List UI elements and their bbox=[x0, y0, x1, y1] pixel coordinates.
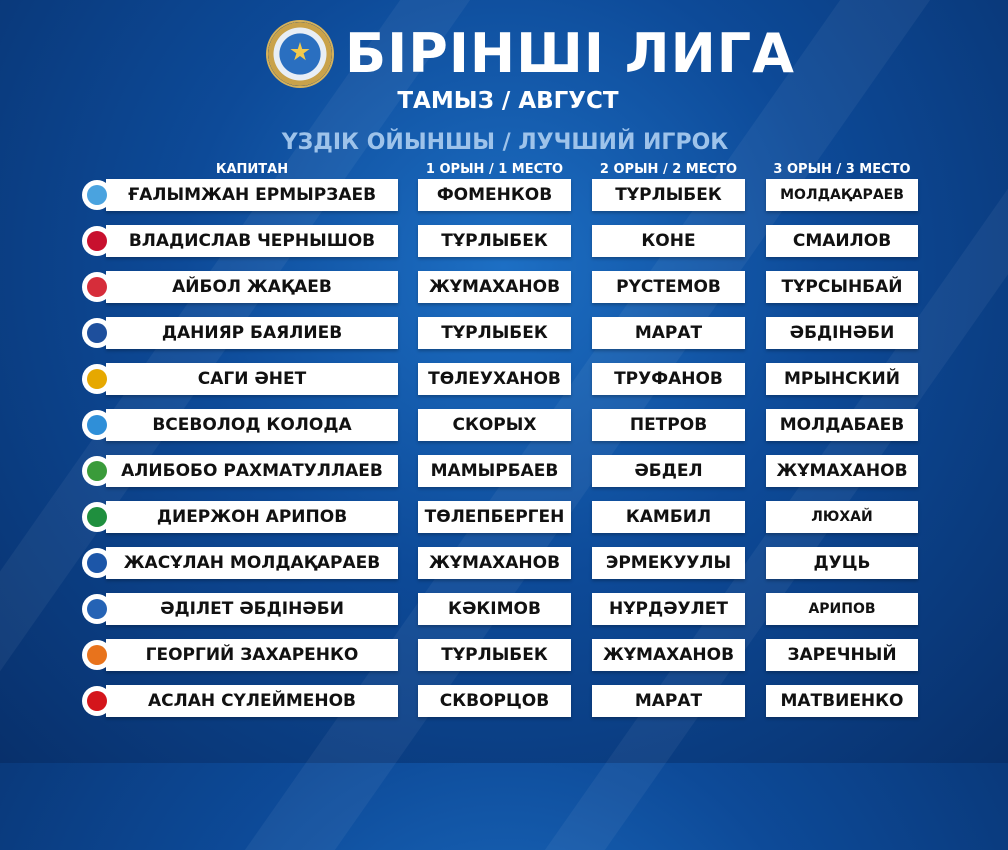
captain-cell: АЙБОЛ ЖАҚАЕВ bbox=[106, 271, 398, 303]
second-place-cell: ПЕТРОВ bbox=[592, 409, 745, 441]
first-place-cell: ТҰРЛЫБЕК bbox=[418, 639, 571, 671]
club-crest-icon bbox=[87, 231, 107, 251]
table-row bbox=[0, 271, 1008, 303]
table-row bbox=[0, 363, 1008, 395]
column-header-third: 3 ОРЫН / 3 МЕСТО bbox=[773, 162, 911, 177]
third-place-cell: ЖҰМАХАНОВ bbox=[766, 455, 918, 487]
column-header-first: 1 ОРЫН / 1 МЕСТО bbox=[425, 162, 564, 177]
club-badge-icon bbox=[82, 318, 112, 348]
club-badge-icon bbox=[82, 226, 112, 256]
first-place-cell: ФОМЕНКОВ bbox=[418, 179, 571, 211]
table-row bbox=[0, 317, 1008, 349]
club-badge-icon bbox=[82, 456, 112, 486]
club-badge-icon bbox=[82, 640, 112, 670]
club-crest-icon bbox=[87, 185, 107, 205]
club-badge-icon bbox=[82, 272, 112, 302]
page-title: БІРІНШІ ЛИГА bbox=[345, 22, 795, 85]
club-crest-icon bbox=[87, 553, 107, 573]
third-place-cell: СМАИЛОВ bbox=[766, 225, 918, 257]
second-place-cell: КАМБИЛ bbox=[592, 501, 745, 533]
captain-cell: САГИ ӘНЕТ bbox=[106, 363, 398, 395]
club-badge-icon bbox=[82, 180, 112, 210]
first-place-cell: ЖҰМАХАНОВ bbox=[418, 271, 571, 303]
club-crest-icon bbox=[87, 277, 107, 297]
first-place-cell: МАМЫРБАЕВ bbox=[418, 455, 571, 487]
first-place-cell: КӘКІМОВ bbox=[418, 593, 571, 625]
third-place-cell: МАТВИЕНКО bbox=[766, 685, 918, 717]
club-crest-icon bbox=[87, 369, 107, 389]
column-header-second: 2 ОРЫН / 2 МЕСТО bbox=[599, 162, 738, 177]
first-place-cell: СКВОРЦОВ bbox=[418, 685, 571, 717]
table-row bbox=[0, 455, 1008, 487]
captain-cell: ДИЕРЖОН АРИПОВ bbox=[106, 501, 398, 533]
second-place-cell: ТҰРЛЫБЕК bbox=[592, 179, 745, 211]
award-title: ҮЗДІК ОЙЫНШЫ / ЛУЧШИЙ ИГРОК bbox=[281, 130, 729, 155]
second-place-cell: РҮСТЕМОВ bbox=[592, 271, 745, 303]
header bbox=[0, 0, 1008, 165]
third-place-cell: МРЫНСКИЙ bbox=[766, 363, 918, 395]
third-place-cell: ӘБДІНӘБИ bbox=[766, 317, 918, 349]
club-crest-icon bbox=[87, 599, 107, 619]
second-place-cell: МАРАТ bbox=[592, 317, 745, 349]
second-place-cell: ТРУФАНОВ bbox=[592, 363, 745, 395]
third-place-cell: ТҰРСЫНБАЙ bbox=[766, 271, 918, 303]
second-place-cell: ӘБДЕЛ bbox=[592, 455, 745, 487]
club-badge-icon bbox=[82, 548, 112, 578]
second-place-cell: ЭРМЕКУУЛЫ bbox=[592, 547, 745, 579]
captain-cell: ВЛАДИСЛАВ ЧЕРНЫШОВ bbox=[106, 225, 398, 257]
table-row bbox=[0, 501, 1008, 533]
club-crest-icon bbox=[87, 415, 107, 435]
second-place-cell: МАРАТ bbox=[592, 685, 745, 717]
captain-cell: ВСЕВОЛОД КОЛОДА bbox=[106, 409, 398, 441]
club-crest-icon bbox=[87, 507, 107, 527]
third-place-cell: ЗАРЕЧНЫЙ bbox=[766, 639, 918, 671]
first-place-cell: ТҰРЛЫБЕК bbox=[418, 317, 571, 349]
table-row bbox=[0, 225, 1008, 257]
captain-cell: ЖАСҰЛАН МОЛДАҚАРАЕВ bbox=[106, 547, 398, 579]
club-badge-icon bbox=[82, 686, 112, 716]
first-place-cell: СКОРЫХ bbox=[418, 409, 571, 441]
captain-cell: ГЕОРГИЙ ЗАХАРЕНКО bbox=[106, 639, 398, 671]
club-badge-icon bbox=[82, 594, 112, 624]
third-place-cell: МОЛДАҚАРАЕВ bbox=[766, 179, 918, 211]
table-row bbox=[0, 179, 1008, 211]
captain-cell: ДАНИЯР БАЯЛИЕВ bbox=[106, 317, 398, 349]
club-badge-icon bbox=[82, 410, 112, 440]
column-header-captain: КАПИТАН bbox=[215, 162, 289, 177]
captain-cell: ҒАЛЫМЖАН ЕРМЫРЗАЕВ bbox=[106, 179, 398, 211]
club-badge-icon bbox=[82, 502, 112, 532]
captain-cell: АЛИБОБО РАХМАТУЛЛАЕВ bbox=[106, 455, 398, 487]
second-place-cell: ЖҰМАХАНОВ bbox=[592, 639, 745, 671]
league-logo-icon bbox=[268, 22, 332, 86]
table-row bbox=[0, 685, 1008, 717]
captain-cell: АСЛАН СҮЛЕЙМЕНОВ bbox=[106, 685, 398, 717]
first-place-cell: ТӨЛЕПБЕРГЕН bbox=[418, 501, 571, 533]
table-row bbox=[0, 409, 1008, 441]
first-place-cell: ТӨЛЕУХАНОВ bbox=[418, 363, 571, 395]
club-crest-icon bbox=[87, 323, 107, 343]
first-place-cell: ТҰРЛЫБЕК bbox=[418, 225, 571, 257]
club-badge-icon bbox=[82, 364, 112, 394]
club-crest-icon bbox=[87, 645, 107, 665]
third-place-cell: ДУЦЬ bbox=[766, 547, 918, 579]
table-row bbox=[0, 593, 1008, 625]
page-subtitle: ТАМЫЗ / АВГУСТ bbox=[397, 88, 619, 114]
third-place-cell: АРИПОВ bbox=[766, 593, 918, 625]
first-place-cell: ЖҰМАХАНОВ bbox=[418, 547, 571, 579]
captain-cell: ӘДІЛЕТ ӘБДІНӘБИ bbox=[106, 593, 398, 625]
table-row bbox=[0, 639, 1008, 671]
third-place-cell: МОЛДАБАЕВ bbox=[766, 409, 918, 441]
club-crest-icon bbox=[87, 461, 107, 481]
table-row bbox=[0, 547, 1008, 579]
club-crest-icon bbox=[87, 691, 107, 711]
third-place-cell: ЛЮХАЙ bbox=[766, 501, 918, 533]
second-place-cell: НҰРДӘУЛЕТ bbox=[592, 593, 745, 625]
second-place-cell: КОНЕ bbox=[592, 225, 745, 257]
